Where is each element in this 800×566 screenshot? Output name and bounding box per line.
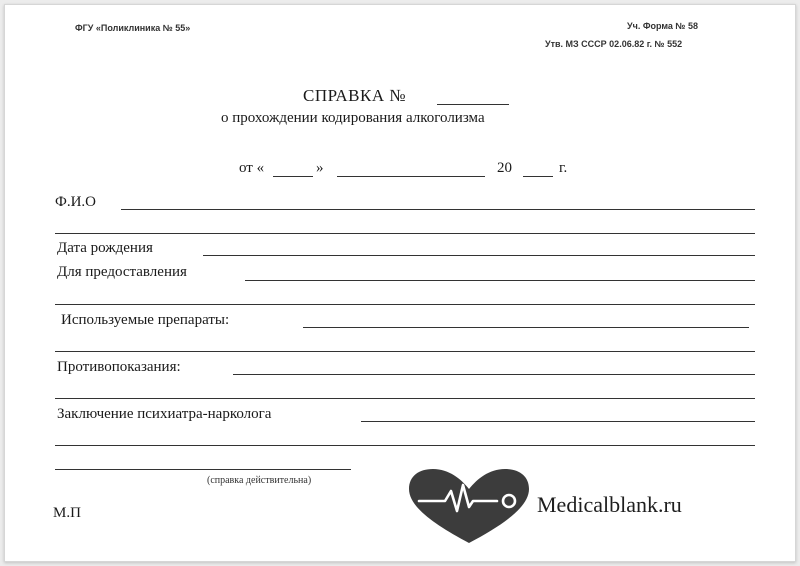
form-number: Уч. Форма № 58 — [627, 21, 698, 31]
validity-note: (справка действительна) — [207, 475, 312, 486]
drugs-label: Используемые препараты: — [61, 312, 230, 328]
day-line[interactable] — [273, 176, 313, 177]
contraindications-line-2[interactable] — [55, 398, 755, 399]
conclusion-label: Заключение психиатра-нарколога — [57, 406, 272, 422]
stamp-label: М.П — [53, 505, 81, 521]
heart-pulse-icon — [405, 467, 533, 545]
drugs-line[interactable] — [303, 327, 749, 328]
contraindications-label: Противопоказания: — [57, 359, 181, 375]
for-whom-label: Для предоставления — [57, 264, 187, 280]
fio-line[interactable] — [121, 209, 755, 210]
year-suffix: г. — [559, 160, 568, 176]
watermark-text: Medicalblank.ru — [537, 492, 682, 517]
contraindications-line[interactable] — [233, 374, 755, 375]
birth-date-label: Дата рождения — [57, 240, 153, 256]
fio-line-2[interactable] — [55, 233, 755, 234]
drugs-line-2[interactable] — [55, 351, 755, 352]
certificate-form — [4, 4, 796, 562]
signature-line[interactable] — [55, 469, 351, 470]
year-prefix: 20 — [497, 160, 512, 176]
certificate-number-line[interactable] — [437, 104, 509, 105]
fio-label: Ф.И.О — [55, 194, 97, 210]
for-whom-line[interactable] — [245, 280, 755, 281]
date-from-label: от « — [239, 160, 265, 176]
approval-note: Утв. МЗ СССР 02.06.82 г. № 552 — [545, 39, 683, 49]
certificate-subtitle: о прохождении кодирования алкоголизма — [221, 110, 485, 126]
organization-name: ФГУ «Поликлиника № 55» — [75, 23, 191, 33]
conclusion-line[interactable] — [361, 421, 755, 422]
birth-date-line[interactable] — [203, 255, 755, 256]
year-line[interactable] — [523, 176, 553, 177]
month-line[interactable] — [337, 176, 485, 177]
date-close-quote: » — [316, 160, 324, 176]
conclusion-line-2[interactable] — [55, 445, 755, 446]
for-whom-line-2[interactable] — [55, 304, 755, 305]
certificate-title: СПРАВКА № — [303, 86, 407, 105]
